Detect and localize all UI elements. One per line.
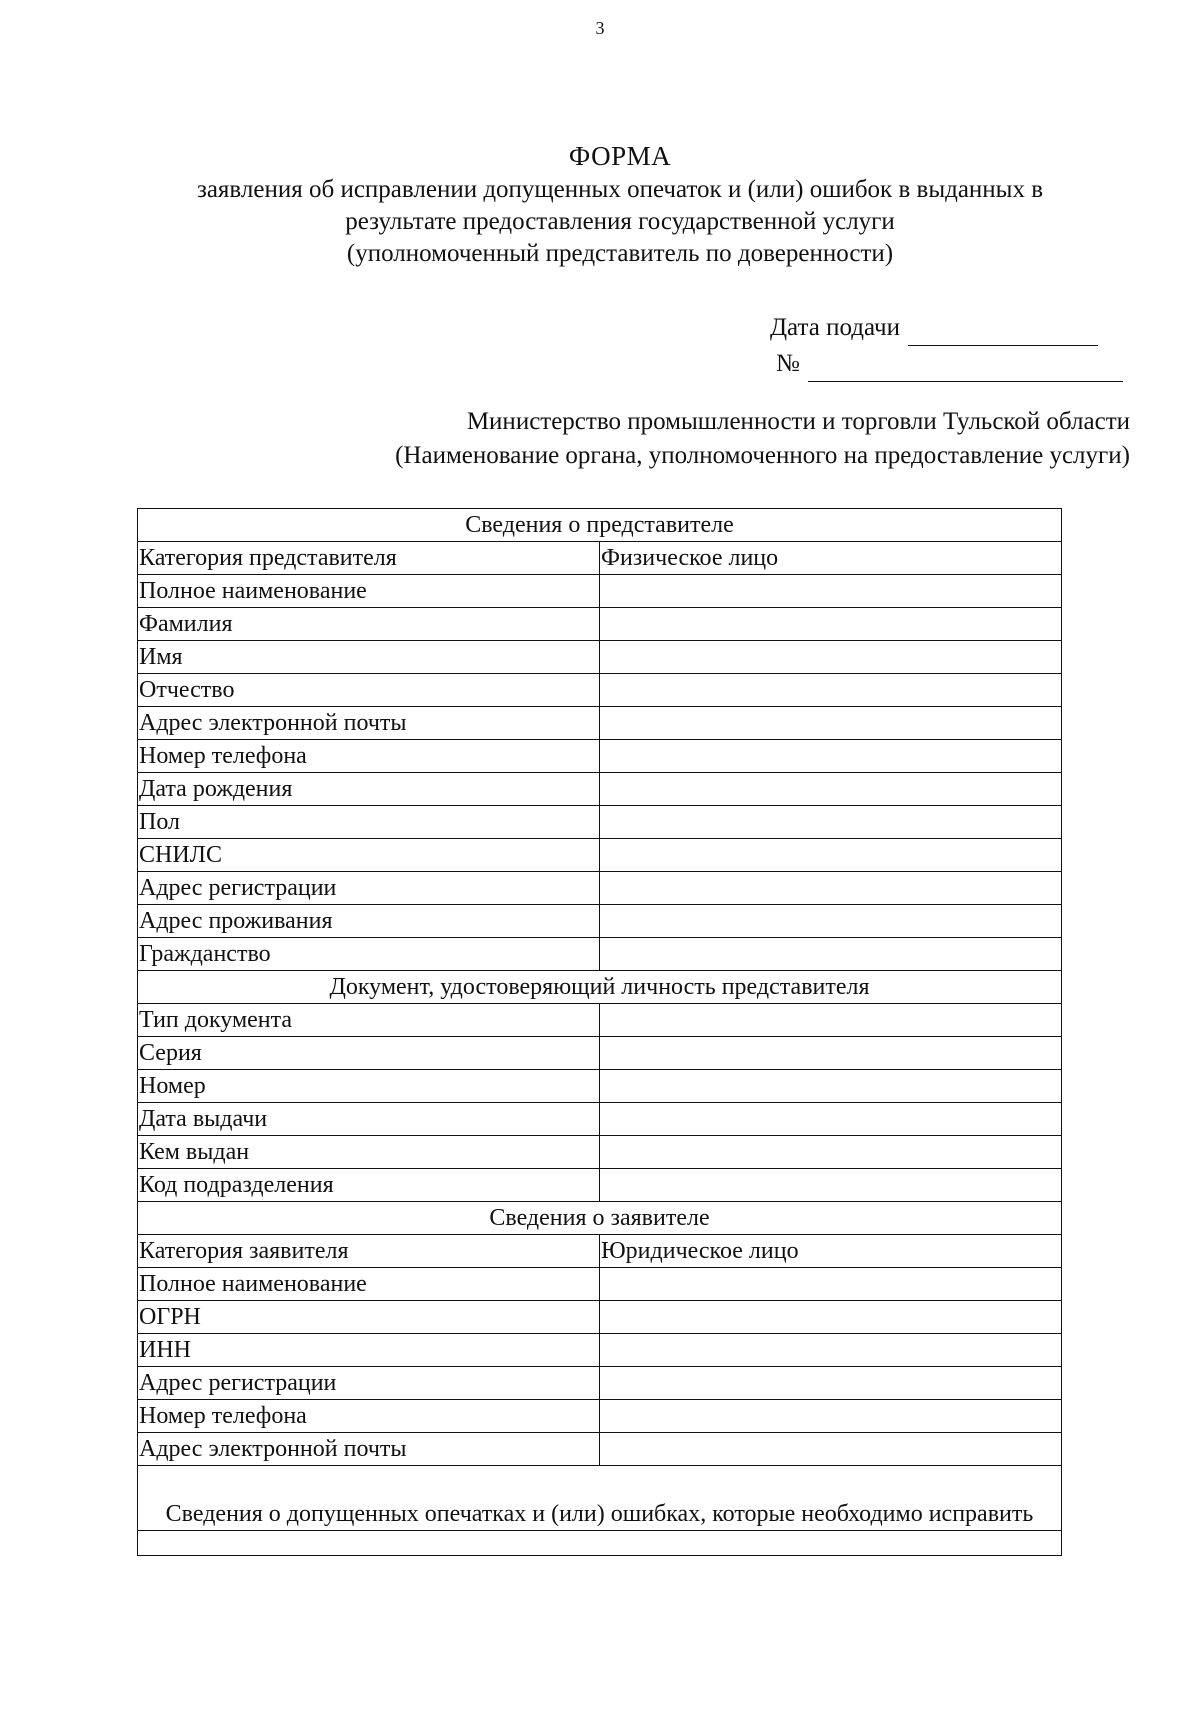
form-title-line-2: результате предоставления государственной услуги	[345, 208, 895, 235]
errors-input-row	[138, 1531, 1062, 1556]
representative-field-0-value[interactable]	[600, 575, 1062, 608]
table-row	[138, 1334, 1062, 1367]
identity-document-field-5-value[interactable]	[600, 1169, 1062, 1202]
applicant-field-2-value[interactable]	[600, 1334, 1062, 1367]
errors-section-title: Сведения о допущенных опечатках и (или) ошибках, которые необходимо исправить	[138, 1466, 1062, 1531]
table-row	[138, 1235, 1062, 1268]
form-title-line-3: (уполномоченный представитель по доверенности)	[346, 240, 894, 267]
table-row	[138, 1367, 1062, 1400]
table-row	[138, 1433, 1062, 1466]
submission-number-field[interactable]	[808, 355, 1123, 382]
identity-document-field-2-label: Номер	[138, 1070, 600, 1103]
representative-field-0-label: Полное наименование	[138, 575, 600, 608]
applicant-field-5-value[interactable]	[600, 1433, 1062, 1466]
representative-field-9-label: Адрес регистрации	[138, 872, 600, 905]
table-row	[138, 773, 1062, 806]
identity-document-field-3-value[interactable]	[600, 1103, 1062, 1136]
applicant-section-title: Сведения о заявителе	[138, 1202, 1062, 1235]
submission-number-label: №	[776, 350, 800, 377]
table-row	[138, 608, 1062, 641]
applicant-field-1-label: ОГРН	[138, 1301, 600, 1334]
representative-field-2-value[interactable]	[600, 641, 1062, 674]
identity-document-field-4-label: Кем выдан	[138, 1136, 600, 1169]
table-row	[138, 872, 1062, 905]
applicant-section-title-row	[138, 1202, 1062, 1235]
representative-field-10-label: Адрес проживания	[138, 905, 600, 938]
table-row	[138, 641, 1062, 674]
table-row	[138, 1004, 1062, 1037]
table-row	[138, 1103, 1062, 1136]
table-row	[138, 542, 1062, 575]
applicant-field-4-label: Номер телефона	[138, 1400, 600, 1433]
representative-category-value[interactable]: Физическое лицо	[600, 542, 1062, 575]
representative-category-label: Категория представителя	[138, 542, 600, 575]
table-row	[138, 1169, 1062, 1202]
representative-field-8-label: СНИЛС	[138, 839, 600, 872]
identity-document-field-3-label: Дата выдачи	[138, 1103, 600, 1136]
table-row	[138, 1268, 1062, 1301]
representative-field-10-value[interactable]	[600, 905, 1062, 938]
representative-field-6-label: Дата рождения	[138, 773, 600, 806]
representative-field-4-label: Адрес электронной почты	[138, 707, 600, 740]
table-row	[138, 1070, 1062, 1103]
applicant-field-3-label: Адрес регистрации	[138, 1367, 600, 1400]
table-row	[138, 1400, 1062, 1433]
application-form-table	[137, 508, 1062, 1556]
applicant-field-3-value[interactable]	[600, 1367, 1062, 1400]
representative-field-11-value[interactable]	[600, 938, 1062, 971]
applicant-field-2-label: ИНН	[138, 1334, 600, 1367]
table-row	[138, 905, 1062, 938]
applicant-field-1-value[interactable]	[600, 1301, 1062, 1334]
identity-document-field-0-value[interactable]	[600, 1004, 1062, 1037]
representative-section-title-row	[138, 509, 1062, 542]
representative-field-8-value[interactable]	[600, 839, 1062, 872]
representative-field-4-value[interactable]	[600, 707, 1062, 740]
identity-document-field-5-label: Код подразделения	[138, 1169, 600, 1202]
errors-input-field[interactable]	[138, 1531, 1062, 1556]
representative-field-3-value[interactable]	[600, 674, 1062, 707]
identity-document-field-1-label: Серия	[138, 1037, 600, 1070]
form-title-line-1: заявления об исправлении допущенных опечаток и (или) ошибок в выданных в	[196, 176, 1044, 203]
representative-field-7-value[interactable]	[600, 806, 1062, 839]
representative-field-5-value[interactable]	[600, 740, 1062, 773]
form-heading: ФОРМА	[568, 141, 672, 171]
identity-document-field-0-label: Тип документа	[138, 1004, 600, 1037]
identity-document-field-2-value[interactable]	[600, 1070, 1062, 1103]
identity-document-field-1-value[interactable]	[600, 1037, 1062, 1070]
representative-field-3-label: Отчество	[138, 674, 600, 707]
table-row	[138, 740, 1062, 773]
representative-field-1-label: Фамилия	[138, 608, 600, 641]
identity-document-section-title-row	[138, 971, 1062, 1004]
organization-caption: (Наименование органа, уполномоченного на предоставление услуги)	[395, 442, 1130, 469]
representative-field-6-value[interactable]	[600, 773, 1062, 806]
table-row	[138, 1301, 1062, 1334]
identity-document-section-title: Документ, удостоверяющий личность представителя	[138, 971, 1062, 1004]
table-row	[138, 1136, 1062, 1169]
representative-field-1-value[interactable]	[600, 608, 1062, 641]
identity-document-field-4-value[interactable]	[600, 1136, 1062, 1169]
submission-number-row	[770, 346, 1130, 382]
applicant-field-5-label: Адрес электронной почты	[138, 1433, 600, 1466]
page-number: 3	[595, 18, 605, 38]
representative-field-5-label: Номер телефона	[138, 740, 600, 773]
form-title	[120, 140, 1120, 270]
representative-field-2-label: Имя	[138, 641, 600, 674]
table-row	[138, 674, 1062, 707]
applicant-category-value[interactable]: Юридическое лицо	[600, 1235, 1062, 1268]
applicant-category-label: Категория заявителя	[138, 1235, 600, 1268]
organization-block	[200, 405, 1130, 473]
applicant-field-4-value[interactable]	[600, 1400, 1062, 1433]
applicant-field-0-value[interactable]	[600, 1268, 1062, 1301]
submission-date-field[interactable]	[908, 319, 1098, 346]
organization-name: Министерство промышленности и торговли Тульской области	[466, 408, 1130, 435]
submission-date-label: Дата подачи	[770, 314, 901, 341]
table-row	[138, 839, 1062, 872]
applicant-field-0-label: Полное наименование	[138, 1268, 600, 1301]
table-row	[138, 806, 1062, 839]
errors-section-row	[138, 1466, 1062, 1531]
submission-date-row	[770, 310, 1130, 346]
table-row	[138, 575, 1062, 608]
representative-field-9-value[interactable]	[600, 872, 1062, 905]
submission-info	[770, 310, 1130, 382]
table-row	[138, 938, 1062, 971]
representative-field-7-label: Пол	[138, 806, 600, 839]
table-row	[138, 1037, 1062, 1070]
representative-section-title: Сведения о представителе	[138, 509, 1062, 542]
representative-field-11-label: Гражданство	[138, 938, 600, 971]
table-row	[138, 707, 1062, 740]
